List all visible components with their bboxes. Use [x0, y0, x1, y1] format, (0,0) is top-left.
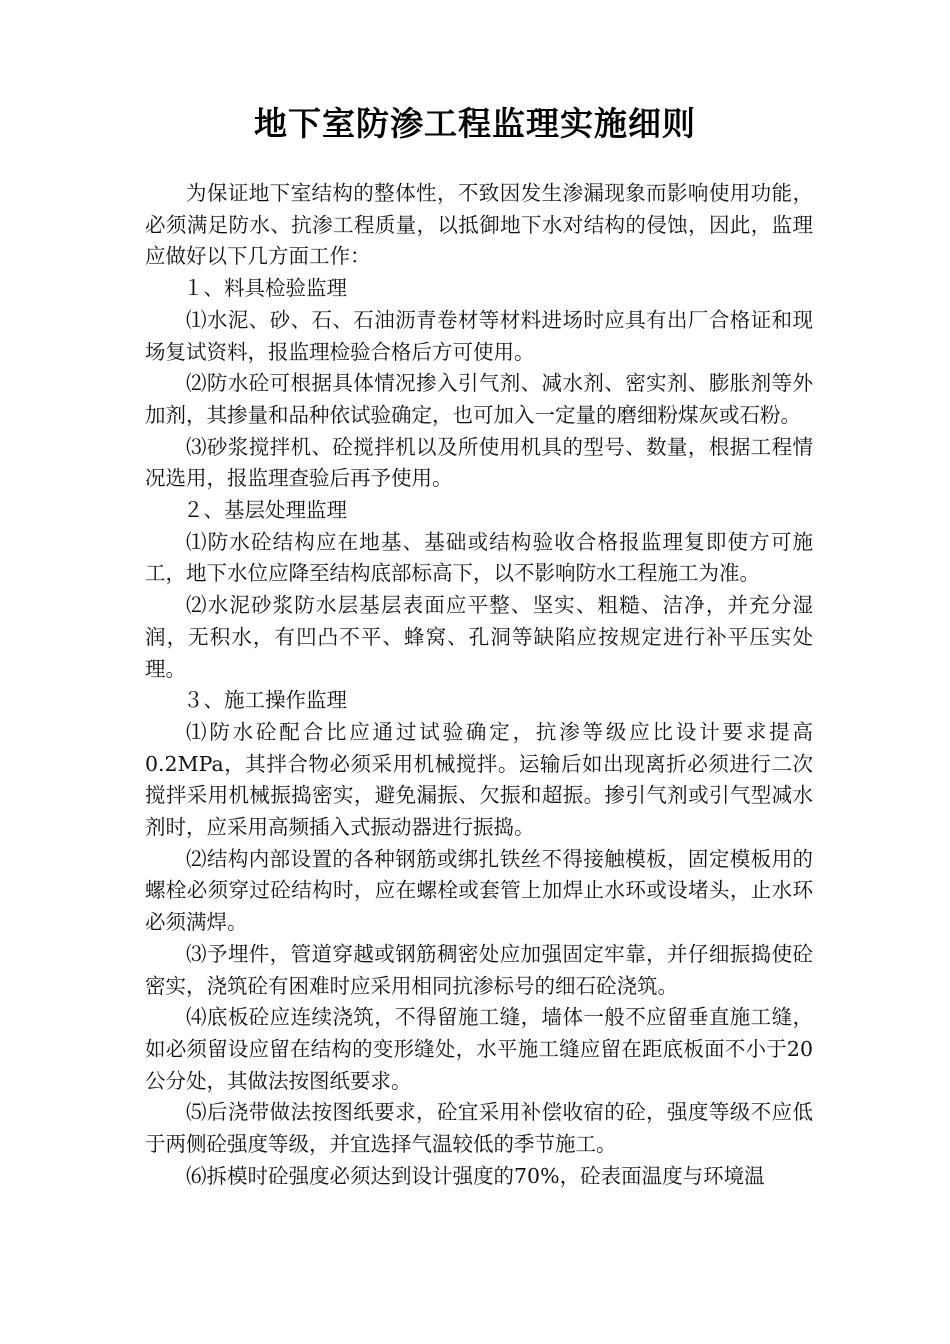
section-heading-materials: １、料具检验监理: [183, 276, 347, 301]
materials-item-2: ⑵防水砼可根据具体情况掺入引气剂、减水剂、密实剂、膨胀剂等外加剂，其掺量和品种依试验确定，也可加入一定量的磨细粉煤灰或石粉。: [145, 371, 813, 427]
materials-item-1: ⑴水泥、砂、石、石油沥青卷材等材料进场时应具有出厂合格证和现场复试资料，报监理检验合格后方可使用。: [145, 307, 813, 364]
construction-item-1: ⑴防水砼配合比应通过试验确定，抗渗等级应比设计要求提高0.2MPa，其拌合物必须采用机械搅拌。运输后如出现离折必须进行二次搅拌采用机械振捣密实，避免漏振、欠振和超振。掺引气剂或引气型减水剂时，应采用高频插入式振动器进行振捣。: [145, 719, 813, 840]
construction-item-4: ⑷底板砼应连续浇筑，不得留施工缝，墙体一般不应留垂直施工缝，如必须留设应留在结构的变形缝处，水平施工缝应留在距底板面不小于20公分处，其做法按图纸要求。: [145, 1005, 813, 1093]
construction-item-2: ⑵结构内部设置的各种钢筋或绑扎铁丝不得接触模板，固定模板用的螺栓必须穿过砼结构时，应在螺栓或套管上加焊止水环或设堵头，止水环必须满焊。: [145, 846, 813, 935]
document-body: [145, 178, 813, 1193]
construction-item-6: ⑹拆模时砼强度必须达到设计强度的70%，砼表面温度与环境温: [186, 1163, 765, 1188]
intro-paragraph: 为保证地下室结构的整体性，不致因发生渗漏现象而影响使用功能，必须满足防水、抗渗工程质量，以抵御地下水对结构的侵蚀，因此，监理应做好以下几方面工作：: [145, 181, 813, 269]
document-title: 地下室防渗工程监理实施细则: [254, 104, 696, 143]
section-heading-construction: ３、施工操作监理: [183, 688, 347, 713]
base-treatment-item-1: ⑴防水砼结构应在地基、基础或结构验收合格报监理复即使方可施工，地下水位应降至结构底部标高下，以不影响防水工程施工为准。: [145, 529, 813, 586]
base-treatment-item-2: ⑵水泥砂浆防水层基层表面应平整、坚实、粗糙、洁净，并充分湿润，无积水，有凹凸不平、蜂窝、孔洞等缺陷应按规定进行补平压实处理。: [145, 593, 813, 681]
construction-item-5: ⑸后浇带做法按图纸要求，砼宜采用补偿收宿的砼，强度等级不应低于两侧砼强度等级，并宜选择气温较低的季节施工。: [145, 1100, 813, 1157]
construction-item-3: ⑶予埋件，管道穿越或钢筋稠密处应加强固定牢靠，并仔细振捣使砼密实，浇筑砼有困难时应采用相同抗渗标号的细石砼浇筑。: [145, 941, 813, 998]
section-heading-base-treatment: ２、基层处理监理: [183, 498, 347, 523]
materials-item-3: ⑶砂浆搅拌机、砼搅拌机以及所使用机具的型号、数量，根据工程情况选用，报监理查验后再予使用。: [145, 434, 813, 491]
